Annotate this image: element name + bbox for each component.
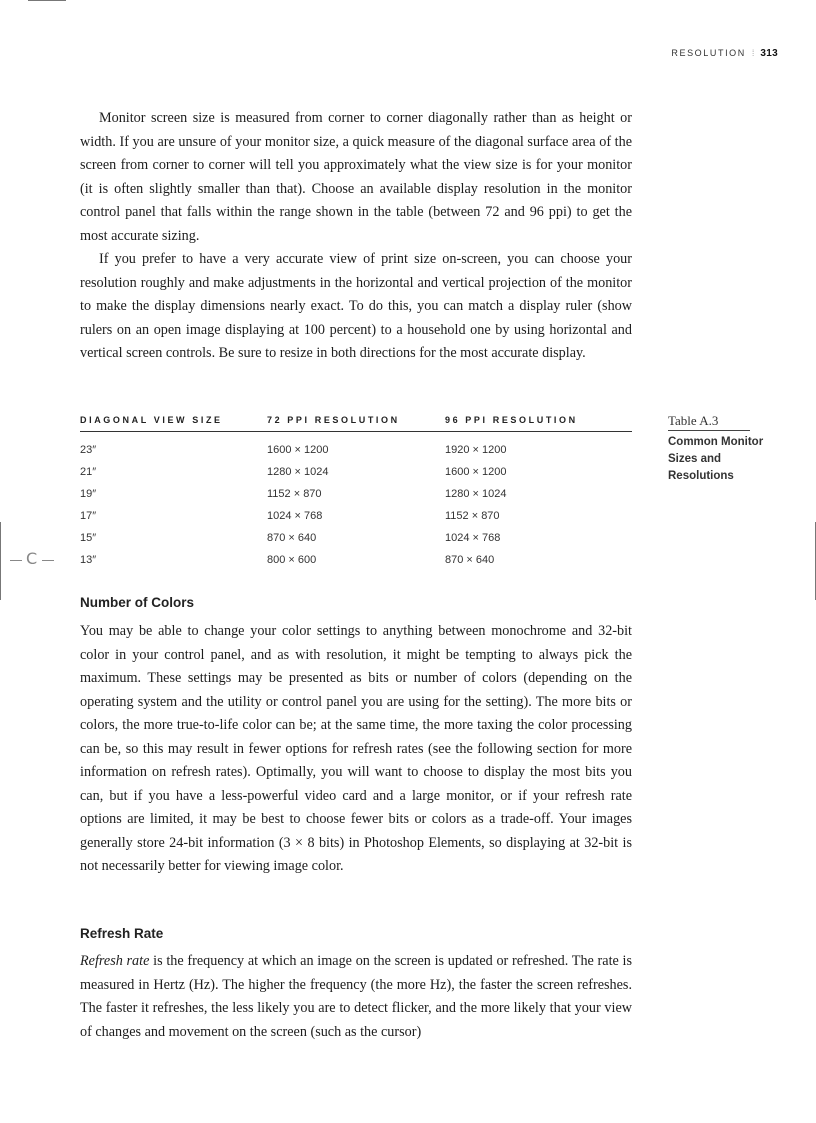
table-cell: 17″ <box>80 510 97 522</box>
table-row <box>80 483 632 505</box>
paragraph-refresh-rate <box>80 950 632 1044</box>
crop-mark-top <box>28 0 66 1</box>
table-cell: 870 × 640 <box>445 554 495 566</box>
table-header-cell: DIAGONAL VIEW SIZE <box>80 415 223 425</box>
table-header <box>80 415 632 432</box>
table-cell: 1600 × 1200 <box>445 466 507 478</box>
paragraph-colors: You may be able to change your color settings to anything between monochrome and 32-bit color in your control panel, and as with resolution, it might be tempting to always pick the maximum. These settings may be presented as bits or number of colors (depending on the operating system and the utility or control panel you are using for the setting). The more bits or colors, the more true-to-life color can be; at the same time, the more taxing the color processing can be, so this may result in fewer options for refresh rates (see the following section for more information on refresh rates). Optimally, you will want to choose to display the most bits you can, but if you have a less-powerful video card and a large monitor, or if your refresh rate options are limited, it may be best to choose fewer bits or colors as a trade-off. Your images generally store 24-bit information (3 × 8 bits) in Photoshop Elements, so displaying at 32-bit is not necessarily better for viewing image color. <box>80 623 632 874</box>
heading-number-of-colors: Number of Colors <box>80 595 195 610</box>
running-head-separator: ⁞ <box>751 48 755 58</box>
crop-mark-left <box>0 522 1 600</box>
table-cell: 19″ <box>80 488 97 500</box>
table-cell: 1024 × 768 <box>445 532 501 544</box>
caption-title: Common Monitor Sizes and Resolutions <box>668 436 764 482</box>
table-row <box>80 439 632 461</box>
registration-mark-icon: C <box>26 549 38 568</box>
table-row <box>80 505 632 527</box>
table-cell: 15″ <box>80 532 97 544</box>
table-row <box>80 527 632 549</box>
table-header-cell: 72 PPI RESOLUTION <box>267 415 400 425</box>
table-caption <box>668 413 788 485</box>
table-cell: 1152 × 870 <box>267 488 322 500</box>
table-cell: 870 × 640 <box>267 532 317 544</box>
table-cell: 1600 × 1200 <box>267 444 329 456</box>
table-row <box>80 549 632 571</box>
table-cell: 23″ <box>80 444 97 456</box>
paragraph-print-view: If you prefer to have a very accurate view of print size on-screen, you can choose your resolution roughly and make adjustments in the horizontal and vertical projection of the monitor to make the display dimensions nearly exact. To do this, you can match a display ruler (show rulers on an open image displaying at 100 percent) to a household one by using horizontal and vertical screen controls. Be sure to resize in both directions for the most accurate display. <box>80 251 632 361</box>
table-cell: 1280 × 1024 <box>267 466 329 478</box>
refresh-rate-text: is the frequency at which an image on the screen is updated or refreshed. The rate is measured in Hertz (Hz). The higher the frequency (the more Hz), the faster the screen refreshes. The faster it refreshes, the less likely you are to detect flicker, and the more likely that your view of changes and movement on the screen (such as the cursor) <box>80 953 633 1040</box>
heading-refresh-rate: Refresh Rate <box>80 926 164 941</box>
paragraph-monitor-size: Monitor screen size is measured from corner to corner diagonally rather than as height or width. If you are unsure of your monitor size, a quick measure of the diagonal surface area of the screen from corner to corner will tell you approximately what the view size is for your monitor (it is often slightly smaller than that). Choose an available display resolution in the monitor control panel that falls within the range shown in the table (between 72 and 96 ppi) to get the most accurate sizing. <box>80 110 632 244</box>
table-cell: 1280 × 1024 <box>445 488 507 500</box>
running-head-section: RESOLUTION <box>671 48 746 58</box>
term-refresh-rate: Refresh rate <box>80 953 150 969</box>
table-cell: 1152 × 870 <box>445 510 500 522</box>
table-header-cell: 96 PPI RESOLUTION <box>445 415 578 425</box>
table-body <box>80 432 632 571</box>
caption-label: Table A.3 <box>668 413 750 431</box>
page-number: 313 <box>760 48 778 59</box>
table-cell: 1920 × 1200 <box>445 444 507 456</box>
table-cell: 13″ <box>80 554 97 566</box>
table-cell: 21″ <box>80 466 97 478</box>
table-cell: 1024 × 768 <box>267 510 323 522</box>
running-head <box>671 48 778 59</box>
resolution-table <box>80 415 632 571</box>
table-cell: 800 × 600 <box>267 554 317 566</box>
table-row <box>80 461 632 483</box>
